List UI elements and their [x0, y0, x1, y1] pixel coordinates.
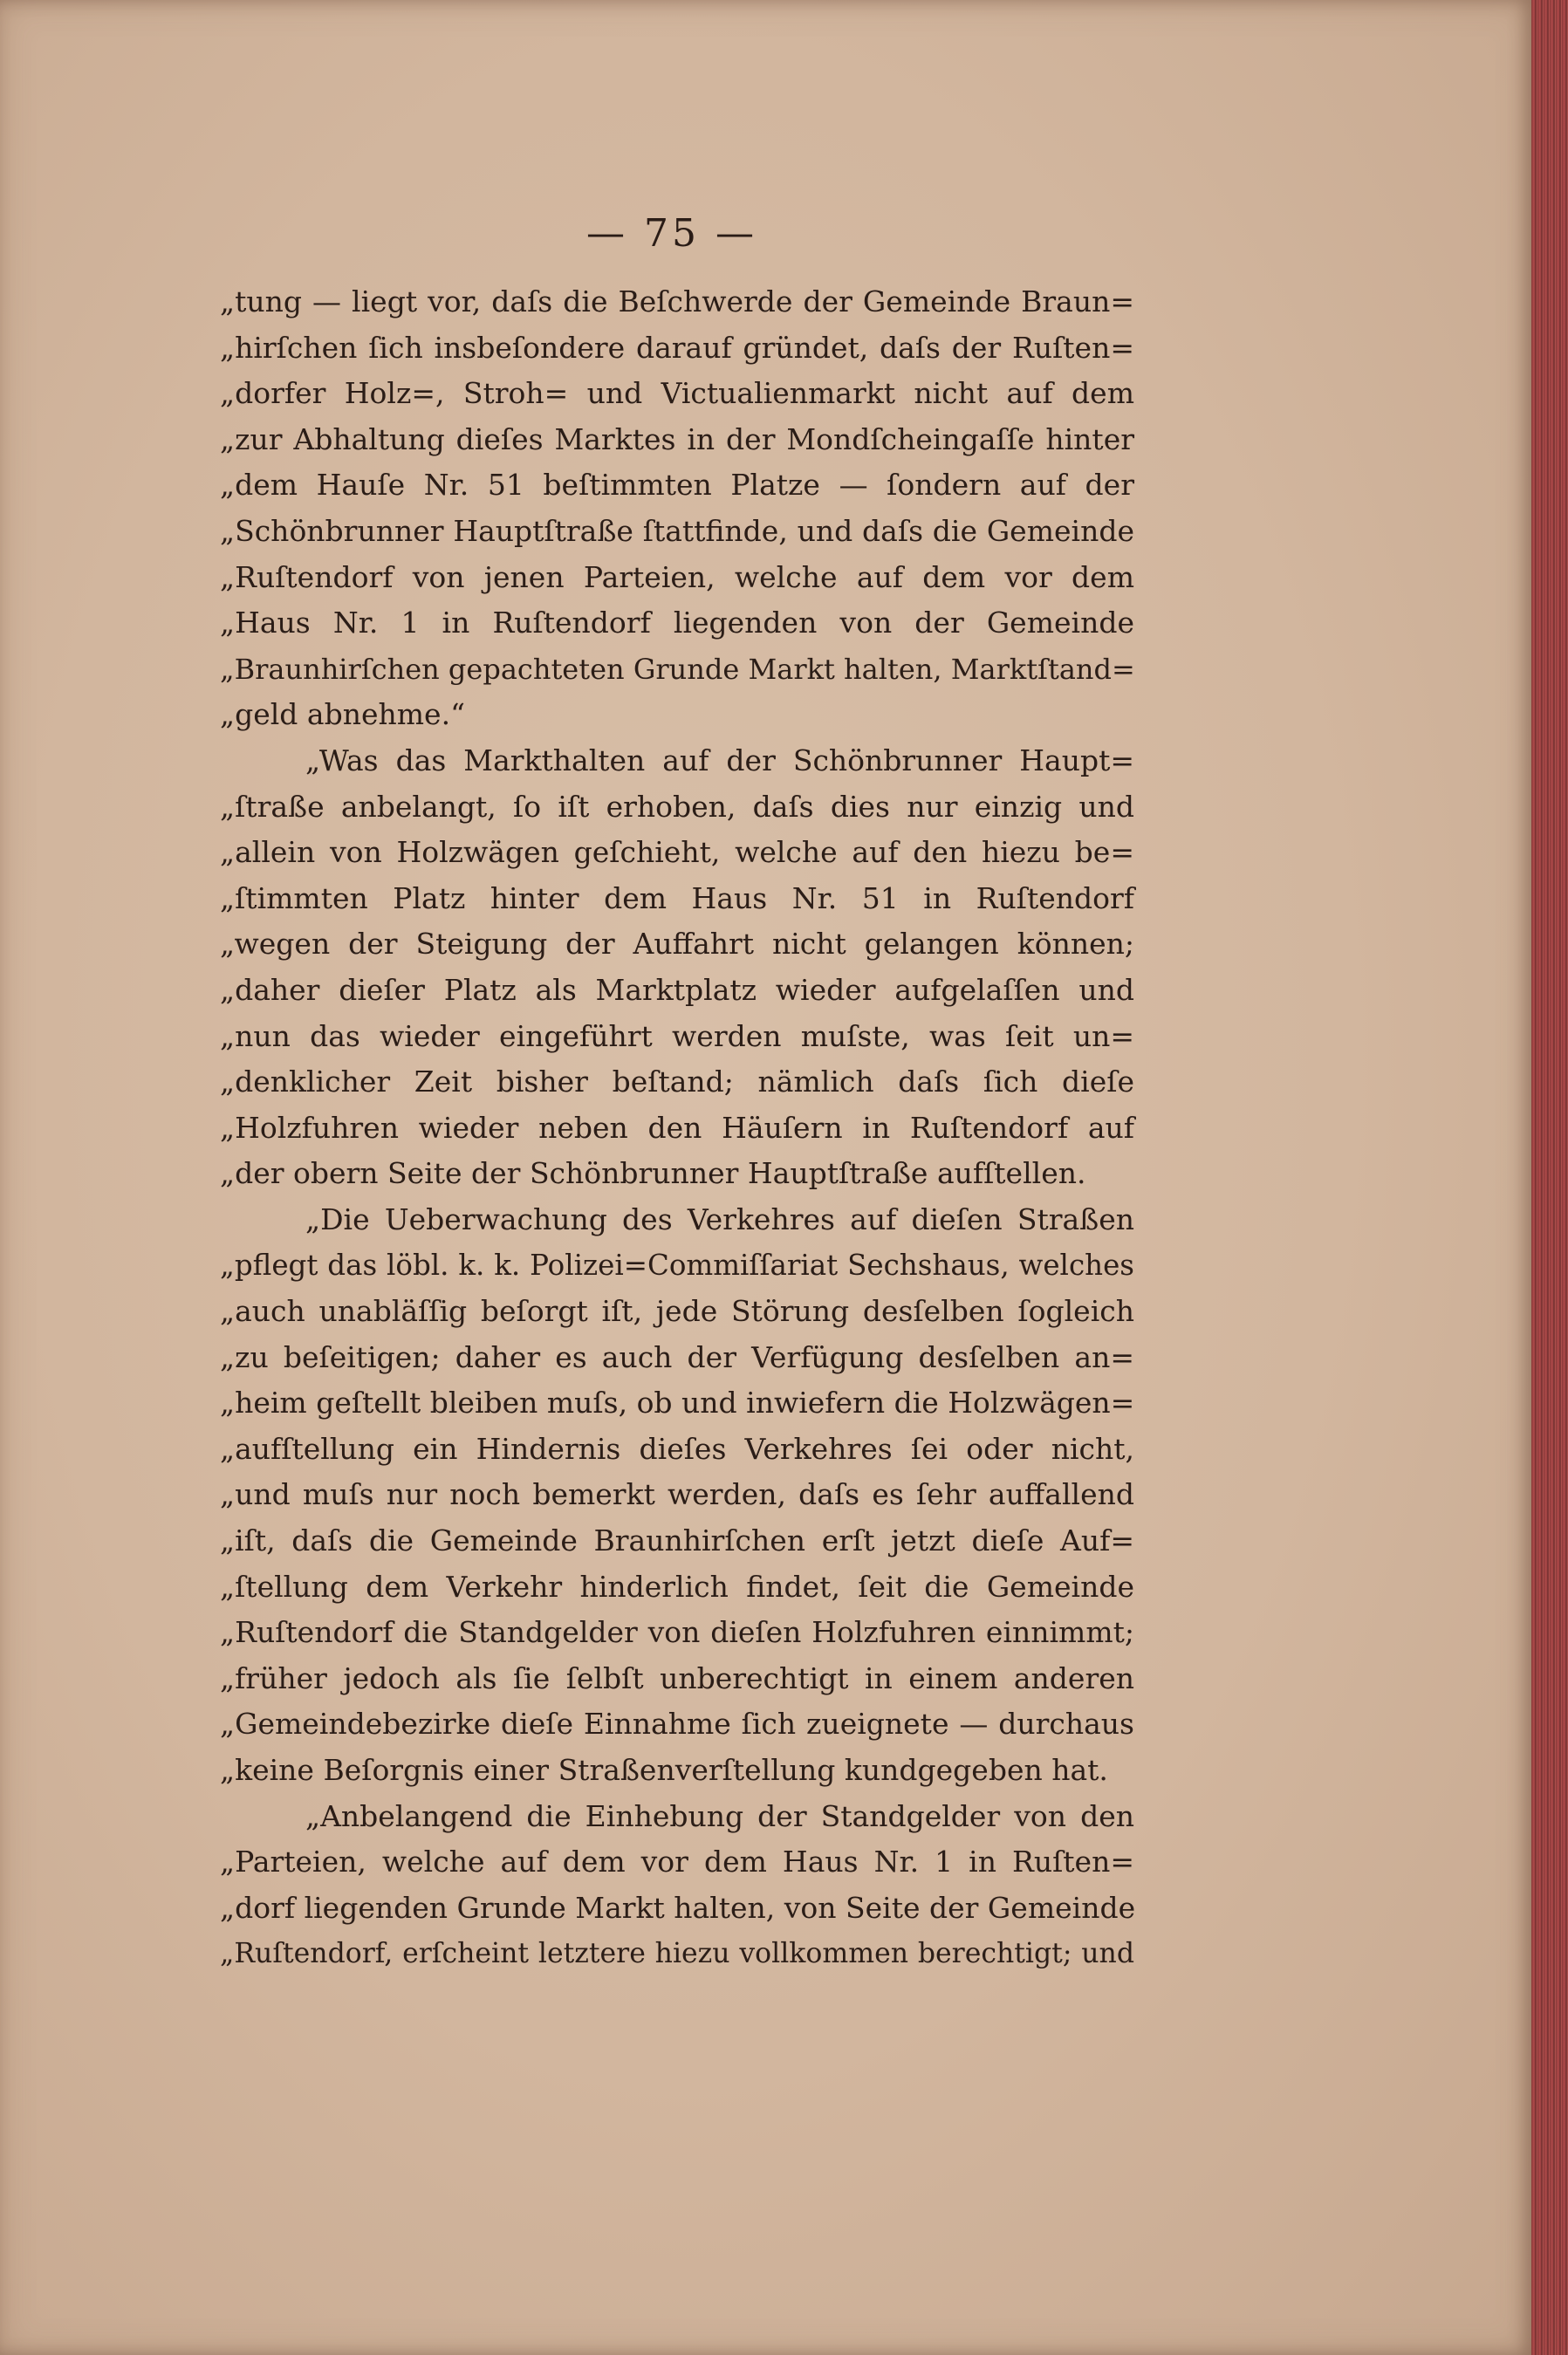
text-line: „Parteien, welche auf dem vor dem Haus Nr. 1 in Ruſten= — [220, 1845, 1134, 1879]
text-line: „Die Ueberwachung des Verkehres auf dieſen Straßen — [305, 1201, 1134, 1236]
text-line: „der obern Seite der Schönbrunner Hauptſtraße aufſtellen. — [220, 1156, 1086, 1191]
text-line: „allein von Holzwägen geſchieht, welche auf den hiezu be= — [220, 835, 1134, 870]
text-line: „dem Hauſe Nr. 51 beſtimmten Platze — ſondern auf der — [220, 468, 1134, 503]
text-line: „heim geſtellt bleiben muſs, ob und inwiefern die Holzwägen= — [220, 1386, 1135, 1421]
text-line: „dorfer Holz=, Stroh= und Victualienmarkt nicht auf dem — [220, 376, 1134, 411]
text-line: „Ruſtendorf die Standgelder von dieſen Holzfuhren einnimmt; — [220, 1615, 1134, 1650]
text-line: „wegen der Steigung der Auffahrt nicht gelangen können; — [220, 927, 1134, 962]
body-text — [220, 279, 1134, 1977]
text-line: „Braunhirſchen gepachteten Grunde Markt halten, Marktſtand= — [220, 652, 1135, 686]
text-line: „keine Beſorgnis einer Straßenverſtellung kundgegeben hat. — [220, 1753, 1108, 1787]
text-line: „dorf liegenden Grunde Markt halten, von Seite der Gemeinde — [220, 1890, 1136, 1925]
text-line: „Schönbrunner Hauptſtraße ſtattfinde, und daſs die Gemeinde — [220, 513, 1134, 548]
text-line: „ſtimmten Platz hinter dem Haus Nr. 51 in Ruſtendorf — [220, 880, 1134, 915]
text-line: „ſtraße anbelangt, ſo iſt erhoben, daſs dies nur einzig und — [220, 789, 1134, 824]
text-line: „ſtellung dem Verkehr hinderlich findet, ſeit die Gemeinde — [220, 1569, 1134, 1604]
text-line: „hirſchen ſich insbeſondere darauf gründet, daſs der Ruſten= — [220, 330, 1134, 365]
text-line: „nun das wieder eingeführt werden muſste, was ſeit un= — [220, 1018, 1134, 1053]
text-line: „tung — liegt vor, daſs die Beſchwerde der Gemeinde Braun= — [220, 284, 1134, 318]
text-line: „zur Abhaltung dieſes Marktes in der Mondſcheingaſſe hinter — [220, 421, 1134, 456]
text-line: „geld abnehme.“ — [220, 697, 465, 732]
text-line: „früher jedoch als ſie ſelbſt unberechtigt in einem anderen — [220, 1660, 1134, 1695]
text-line: „Ruſtendorf, erſcheint letztere hiezu vollkommen berechtigt; und — [220, 1938, 1134, 1970]
text-line: „pflegt das löbl. k. k. Polizei=Commiſſariat Sechshaus, welches — [220, 1249, 1134, 1283]
text-line: „Ruſtendorf von jenen Parteien, welche auf dem vor dem — [220, 559, 1134, 594]
text-line: „und muſs nur noch bemerkt werden, daſs es ſehr auffallend — [220, 1477, 1134, 1512]
text-line: „aufſtellung ein Hindernis dieſes Verkehres ſei oder nicht, — [220, 1431, 1134, 1466]
text-line: „Holzfuhren wieder neben den Häuſern in Ruſtendorf auf — [220, 1110, 1134, 1145]
text-line: „zu beſeitigen; daher es auch der Verfügung desſelben an= — [220, 1339, 1134, 1374]
text-line: „Was das Markthalten auf der Schönbrunner Haupt= — [305, 743, 1134, 777]
text-line: „auch unabläſſig beſorgt iſt, jede Störung desſelben ſogleich — [220, 1294, 1134, 1329]
book-edge — [1531, 0, 1568, 2355]
text-line: „Gemeindebezirke dieſe Einnahme ſich zueignete — durchaus — [220, 1707, 1134, 1742]
text-line: „iſt, daſs die Gemeinde Braunhirſchen erſt jetzt dieſe Auf= — [220, 1523, 1134, 1558]
text-line: „Haus Nr. 1 in Ruſtendorf liegenden von der Gemeinde — [220, 606, 1134, 640]
text-line: „Anbelangend die Einhebung der Standgelder von den — [305, 1798, 1134, 1833]
text-line: „daher dieſer Platz als Marktplatz wieder aufgelaſſen und — [220, 972, 1134, 1007]
page-number: — 75 — — [586, 211, 757, 256]
text-line: „denklicher Zeit bisher beſtand; nämlich daſs ſich dieſe — [220, 1065, 1134, 1099]
